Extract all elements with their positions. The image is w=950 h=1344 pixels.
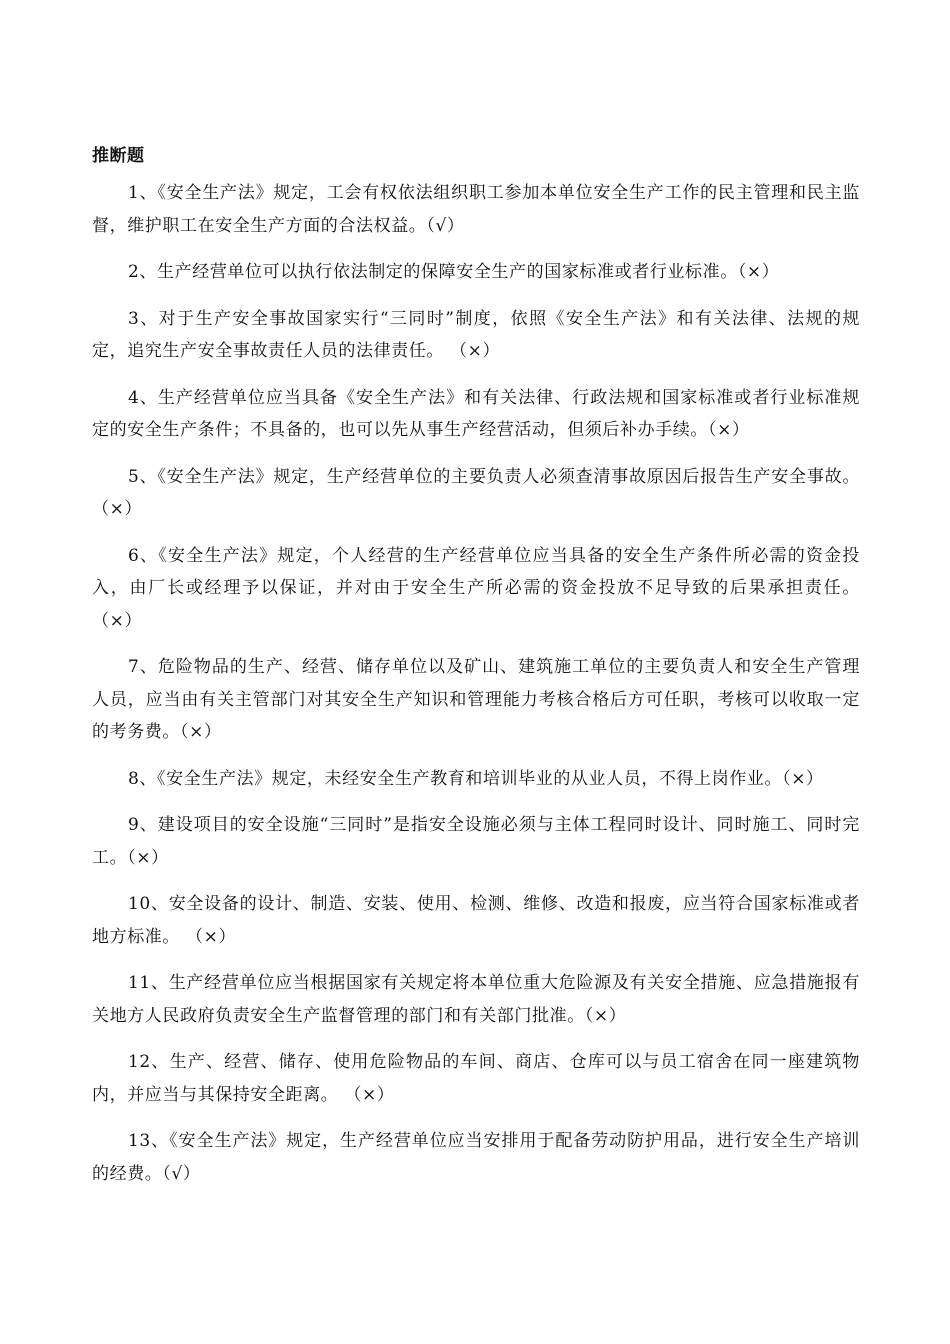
question-item-8: 8、《安全生产法》规定，未经安全生产教育和培训毕业的从业人员，不得上岗作业。（×） — [128, 768, 824, 789]
question-list — [92, 177, 860, 1190]
question-item-12: 12、生产、经营、储存、使用危险物品的车间、商店、仓库可以与员工宿舍在同一座建筑物内，并应当与其保持安全距离。 （×） — [92, 1052, 860, 1105]
question-item-5: 5、《安全生产法》规定，生产经营单位的主要负责人必须查清事故原因后报告生产安全事故。（×） — [92, 466, 860, 519]
question-item-11: 11、生产经营单位应当根据国家有关规定将本单位重大危险源及有关安全措施、应急措施报有关地方人民政府负责安全生产监督管理的部门和有关部门批准。（×） — [92, 973, 860, 1026]
question-item-1: 1、《安全生产法》规定，工会有权依法组织职工参加本单位安全生产工作的民主管理和民主监督，维护职工在安全生产方面的合法权益。（√） — [92, 183, 860, 236]
question-item-2: 2、生产经营单位可以执行依法制定的保障安全生产的国家标准或者行业标准。（×） — [128, 262, 780, 282]
question-item-6: 6、《安全生产法》规定，个人经营的生产经营单位应当具备的安全生产条件所必需的资金投入，由厂长或经理予以保证，并对由于安全生产所必需的资金投放不足导致的后果承担责任。 （×） — [92, 545, 860, 631]
question-item-3: 3、对于生产安全事故国家实行“三同时”制度，依照《安全生产法》和有关法律、法规的规定，追究生产安全事故责任人员的法律责任。 （×） — [92, 308, 860, 361]
document-page — [92, 143, 860, 1204]
question-item-13: 13、《安全生产法》规定，生产经营单位应当安排用于配备劳动防护用品，进行安全生产培训的经费。（√） — [92, 1131, 860, 1184]
section-heading: 推断题 — [92, 146, 145, 166]
question-item-7: 7、危险物品的生产、经营、储存单位以及矿山、建筑施工单位的主要负责人和安全生产管理人员，应当由有关主管部门对其安全生产知识和管理能力考核合格后方可任职，考核可以收取一定的考务费。（×） — [92, 657, 860, 742]
question-item-4: 4、生产经营单位应当具备《安全生产法》和有关法律、行政法规和国家标准或者行业标准规定的安全生产条件；不具备的，也可以先从事生产经营活动，但须后补办手续。（×） — [92, 387, 860, 440]
question-item-10: 10、安全设备的设计、制造、安装、使用、检测、维修、改造和报废，应当符合国家标准或者地方标准。 （×） — [92, 894, 860, 947]
question-item-9: 9、建设项目的安全设施“三同时”是指安全设施必须与主体工程同时设计、同时施工、同时完工。（×） — [92, 815, 860, 868]
